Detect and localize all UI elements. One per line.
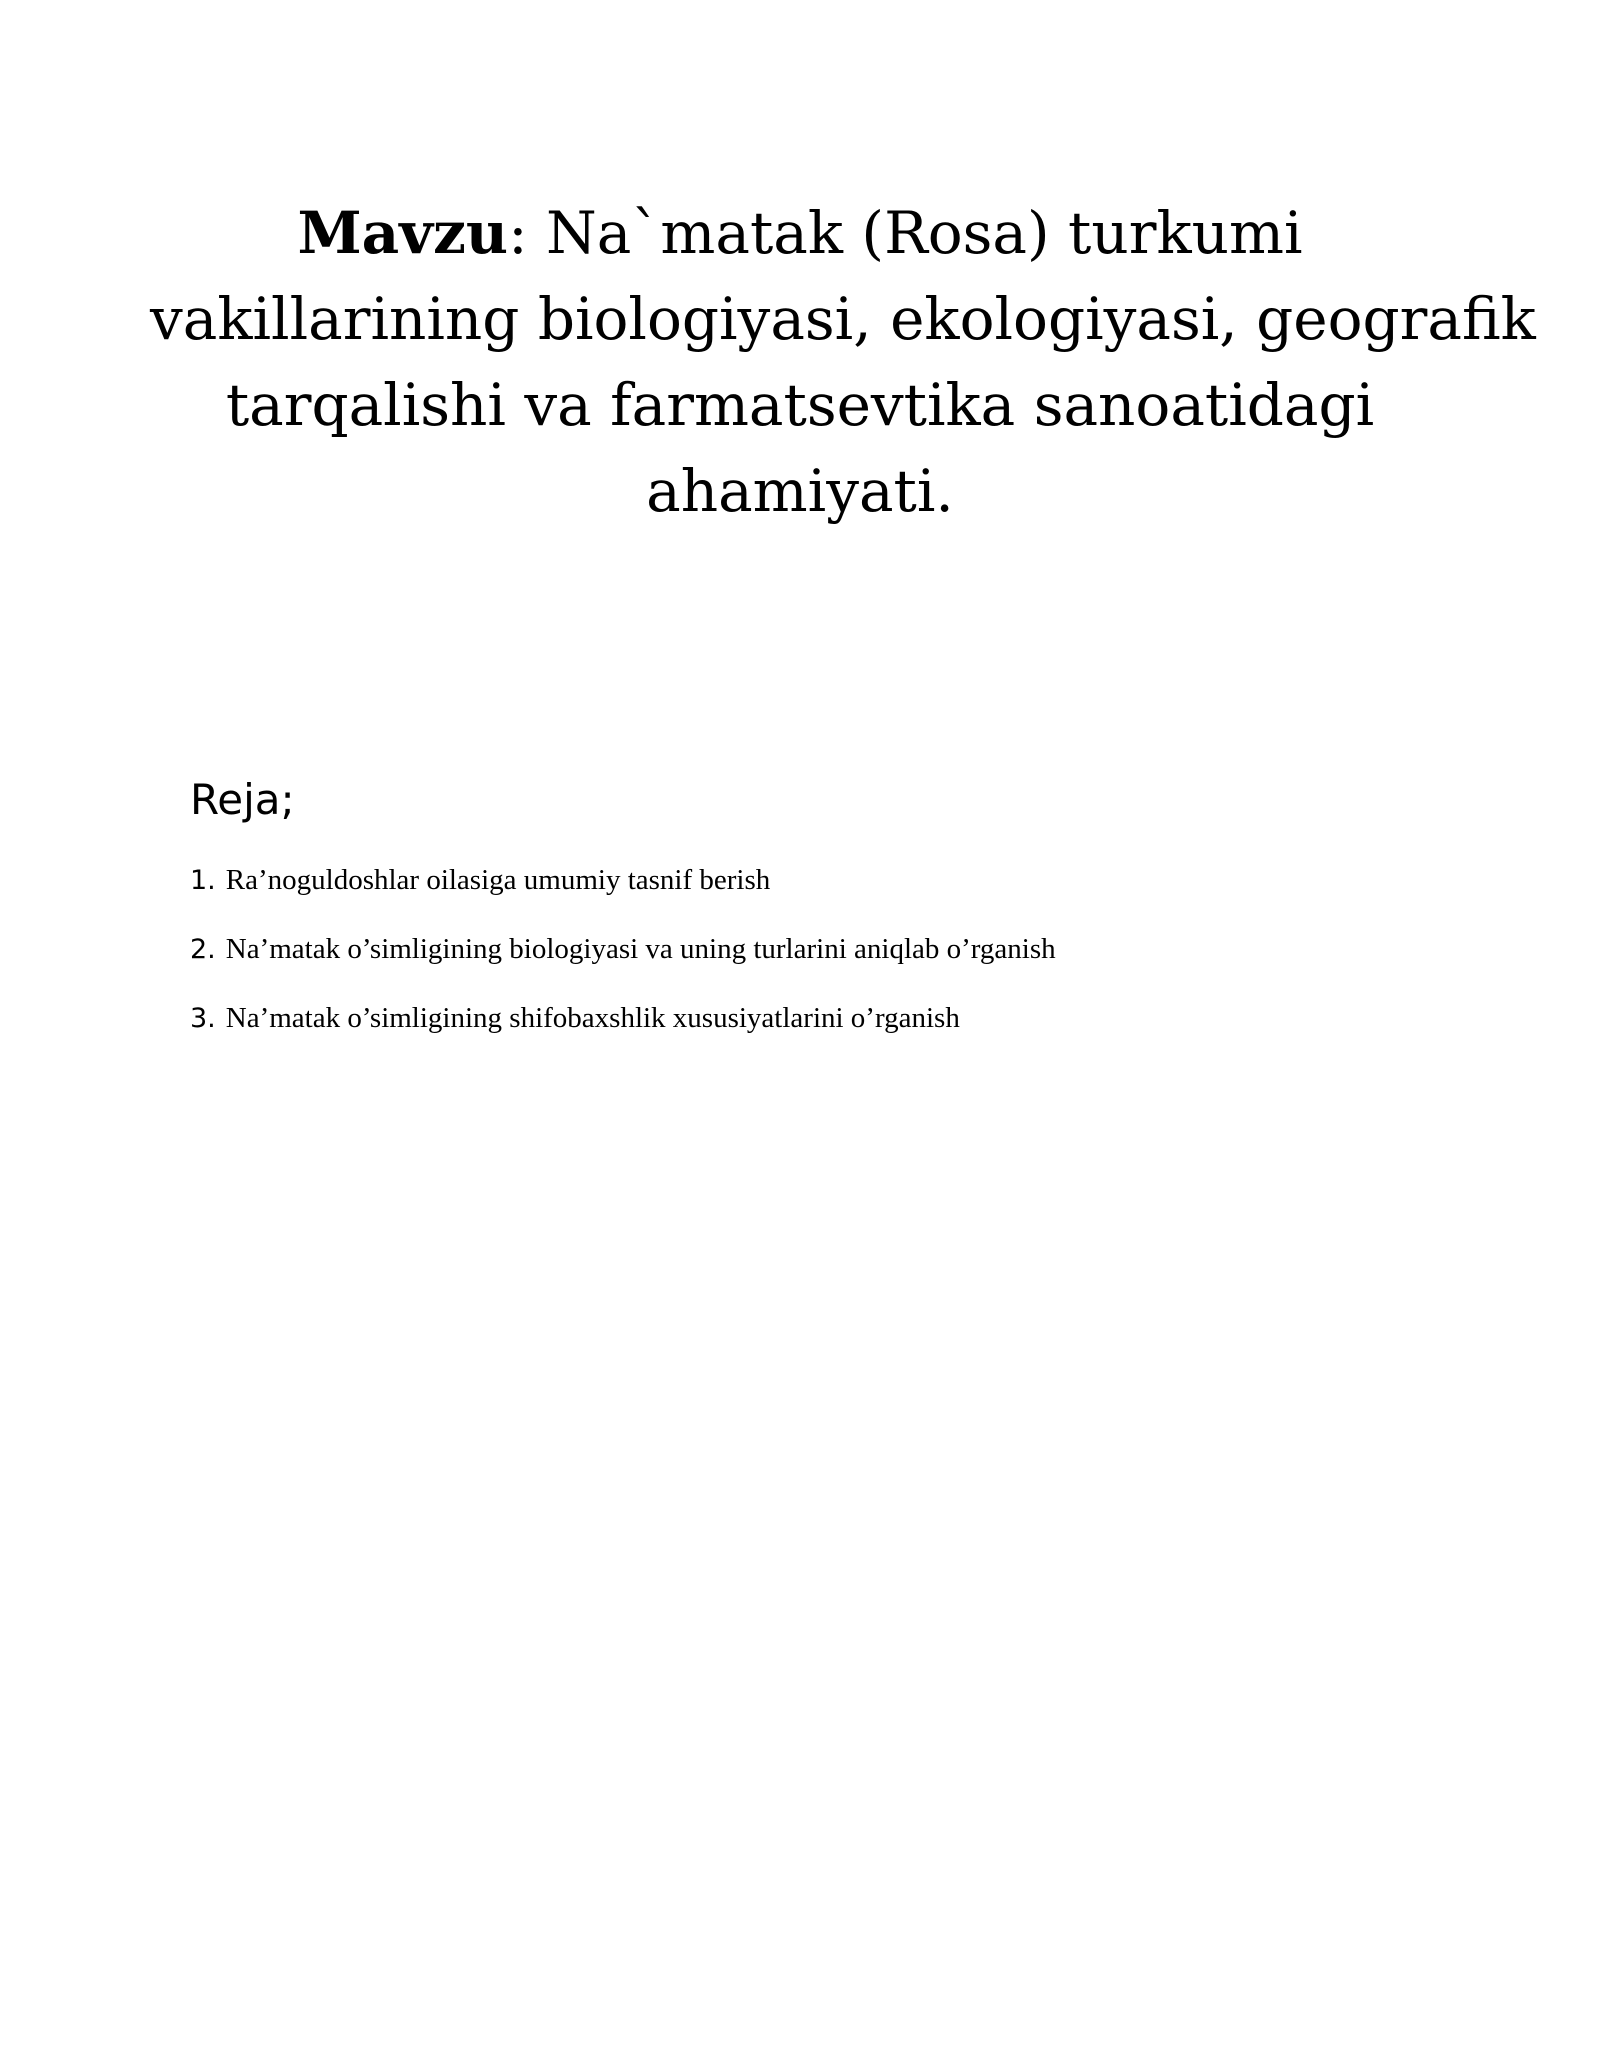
title-separator: : [508,199,528,267]
title-line-1-text: Na`matak (Rosa) turkumi [527,199,1303,267]
plan-item-text: Na’matak o’simligining shifobaxshlik xususiyatlarini o’rganish [225,1002,960,1034]
title-line-3: tarqalishi va farmatsevtika sanoatidagi [225,371,1375,439]
plan-item-text: Ra’noguldoshlar oilasiga umumiy tasnif berish [225,864,771,896]
title-label: Mavzu [297,199,509,267]
plan-item-number: 3. [190,1003,216,1034]
title-line-1 [150,190,1450,276]
title-line-2: vakillarining biologiyasi, ekologiyasi, geografik [150,285,1536,353]
title-line-4: ahamiyati. [646,457,954,525]
plan-item-text: Na’matak o’simligining biologiyasi va uning turlarini aniqlab o’rganish [225,933,1056,965]
plan-item-number: 1. [190,865,216,896]
plan-heading: Reja; [190,775,295,824]
plan-item-2 [190,929,1056,998]
plan-item-1 [190,860,1056,929]
document-title [150,190,1536,534]
plan-list [190,860,1056,1067]
plan-item-number: 2. [190,934,216,965]
plan-item-3 [190,998,1056,1067]
